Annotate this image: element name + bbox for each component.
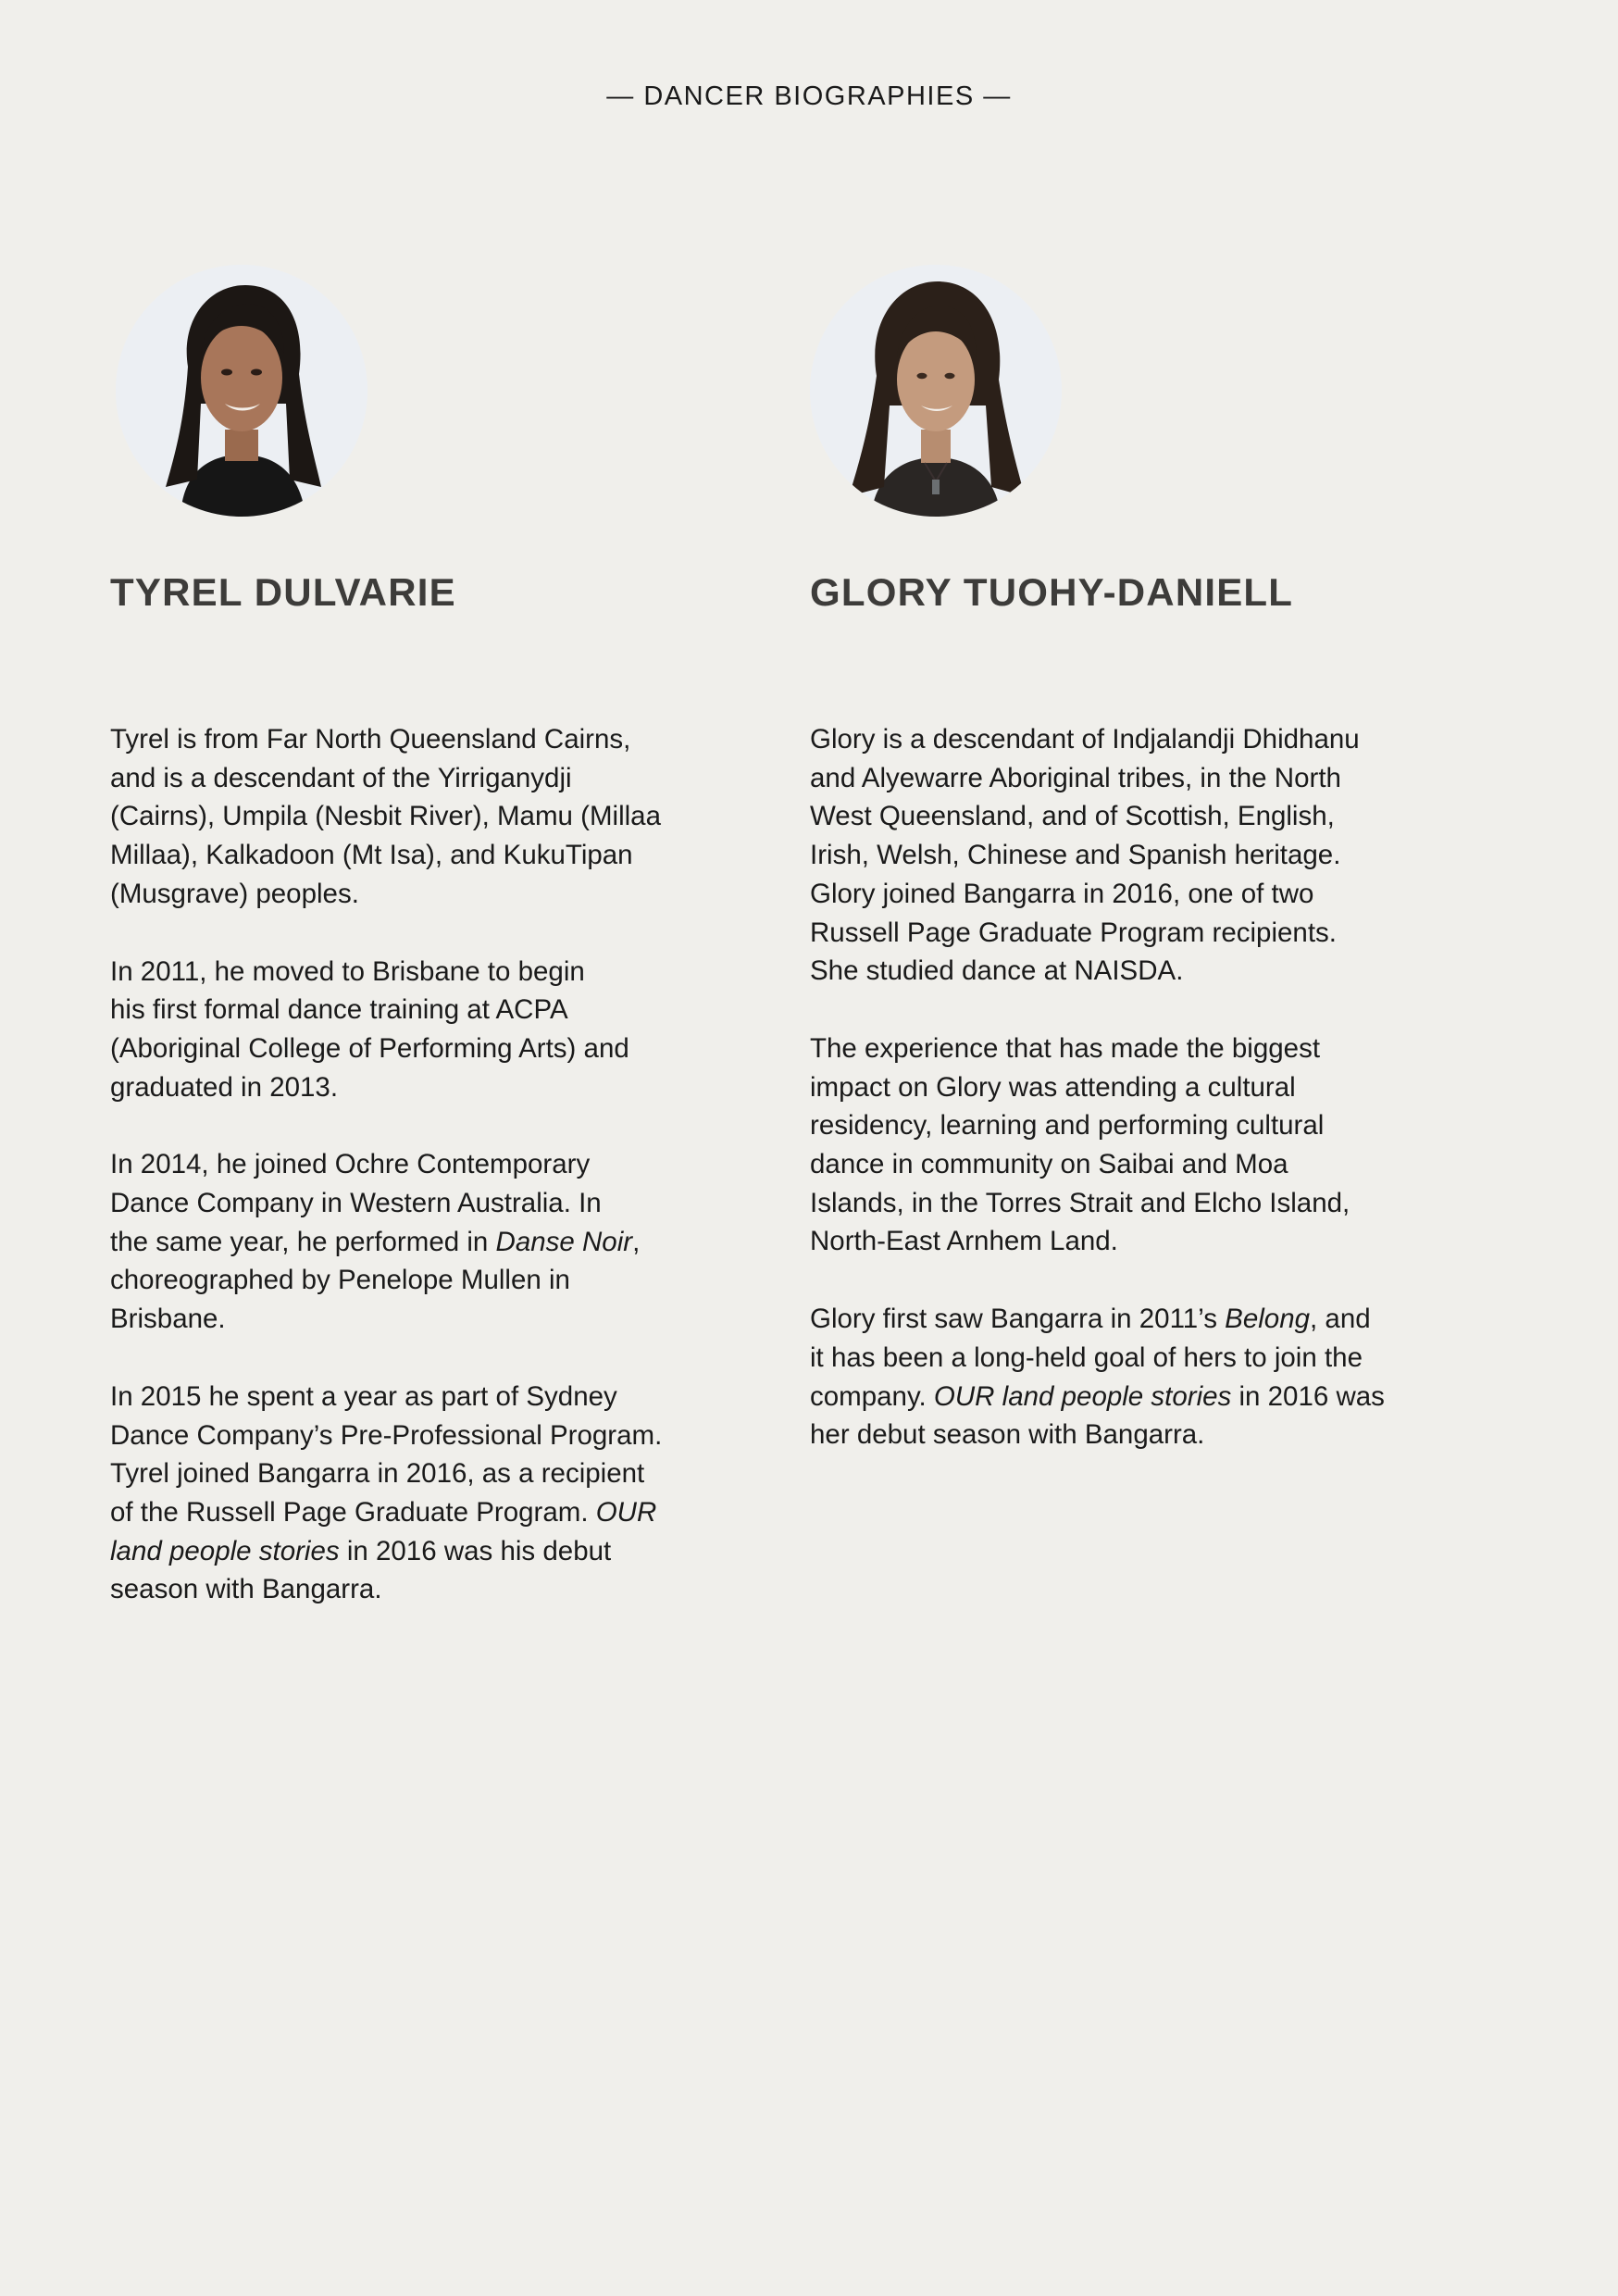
bio-text: company. <box>810 1380 934 1412</box>
bio-line: and is a descendant of the Yirriganydji <box>110 762 572 793</box>
bio-line: Irish, Welsh, Chinese and Spanish heritage. <box>810 840 1341 871</box>
bio-line: The experience that has made the biggest <box>810 1032 1321 1064</box>
portrait-glory <box>810 265 1062 517</box>
bio-line: (Cairns), Umpila (Nesbit River), Mamu (Millaa <box>110 801 661 832</box>
portrait-tyrel-image <box>116 265 367 517</box>
bio-text: in 2016 was <box>1231 1380 1385 1412</box>
bio-line: her debut season with Bangarra. <box>810 1419 1205 1451</box>
bio-line: and Alyewarre Aboriginal tribes, in the North <box>810 762 1341 793</box>
bio-text: in 2016 was his debut <box>339 1535 612 1566</box>
bio-paragraph <box>110 953 749 1107</box>
bio-paragraph <box>810 720 1449 991</box>
bio-text: , and <box>1310 1304 1371 1335</box>
bio-line: Dance Company in Western Australia. In <box>110 1188 602 1219</box>
bio-line: Glory joined Bangarra in 2016, one of two <box>810 878 1314 909</box>
bio-line: Russell Page Graduate Program recipients. <box>810 917 1337 948</box>
bio-paragraph <box>810 1300 1449 1454</box>
bio-tyrel <box>110 720 749 1648</box>
work-title: Belong <box>1225 1304 1311 1335</box>
bio-line: (Musgrave) peoples. <box>110 878 359 909</box>
work-title: OUR land people stories <box>933 1380 1232 1412</box>
bio-text: the same year, he performed in <box>110 1226 496 1257</box>
bio-line: West Queensland, and of Scottish, English, <box>810 801 1335 832</box>
bio-line: it has been a long-held goal of hers to join the <box>810 1341 1363 1373</box>
bio-glory <box>810 720 1449 1493</box>
bio-line: choreographed by Penelope Mullen in <box>110 1265 570 1296</box>
bio-line <box>110 1493 749 1532</box>
bio-line: Tyrel is from Far North Queensland Cairns, <box>110 724 631 755</box>
section-title: — DANCER BIOGRAPHIES — <box>606 81 1012 111</box>
bio-line <box>110 1223 749 1262</box>
work-title: land people stories <box>110 1535 340 1566</box>
bio-paragraph <box>110 1378 749 1609</box>
bio-line: Islands, in the Torres Strait and Elcho Island, <box>810 1187 1350 1218</box>
bio-line: (Aboriginal College of Performing Arts) and <box>110 1032 629 1064</box>
bio-line: season with Bangarra. <box>110 1574 382 1605</box>
work-title: Danse Noir <box>495 1226 633 1257</box>
bio-line: She studied dance at NAISDA. <box>810 955 1184 987</box>
bio-line: Millaa), Kalkadoon (Mt Isa), and KukuTipan <box>110 840 633 871</box>
bio-line: In 2011, he moved to Brisbane to begin <box>110 955 585 987</box>
bio-line: In 2015 he spent a year as part of Sydney <box>110 1380 617 1412</box>
bio-paragraph <box>110 1145 749 1339</box>
bio-paragraph <box>810 1029 1449 1261</box>
bio-text: Glory first saw Bangarra in 2011’s <box>810 1304 1226 1335</box>
bio-line <box>810 1378 1449 1416</box>
bio-line: In 2014, he joined Ochre Contemporary <box>110 1149 591 1180</box>
bio-line <box>110 1532 749 1571</box>
bio-line <box>810 1300 1449 1339</box>
bio-line: his first formal dance training at ACPA <box>110 994 568 1026</box>
dancer-name-tyrel: TYREL DULVARIE <box>110 570 456 614</box>
bio-line: graduated in 2013. <box>110 1071 339 1103</box>
bio-text: of the Russell Page Graduate Program. <box>110 1496 596 1528</box>
portrait-tyrel <box>116 265 367 517</box>
bio-line: North-East Arnhem Land. <box>810 1226 1118 1257</box>
bio-line: impact on Glory was attending a cultural <box>810 1071 1296 1103</box>
bio-line: Tyrel joined Bangarra in 2016, as a recipient <box>110 1458 645 1490</box>
bio-line: residency, learning and performing cultural <box>810 1110 1325 1142</box>
bio-line: Brisbane. <box>110 1304 226 1335</box>
bio-line: dance in community on Saibai and Moa <box>810 1149 1288 1180</box>
bio-line: Glory is a descendant of Indjalandji Dhidhanu <box>810 724 1360 755</box>
bio-text: , <box>632 1226 641 1257</box>
bio-paragraph <box>110 720 749 914</box>
dancer-name-glory: GLORY TUOHY-DANIELL <box>810 570 1294 614</box>
bio-line: Dance Company’s Pre-Professional Program. <box>110 1419 663 1451</box>
work-title: OUR <box>595 1496 657 1528</box>
portrait-glory-image <box>810 265 1062 517</box>
